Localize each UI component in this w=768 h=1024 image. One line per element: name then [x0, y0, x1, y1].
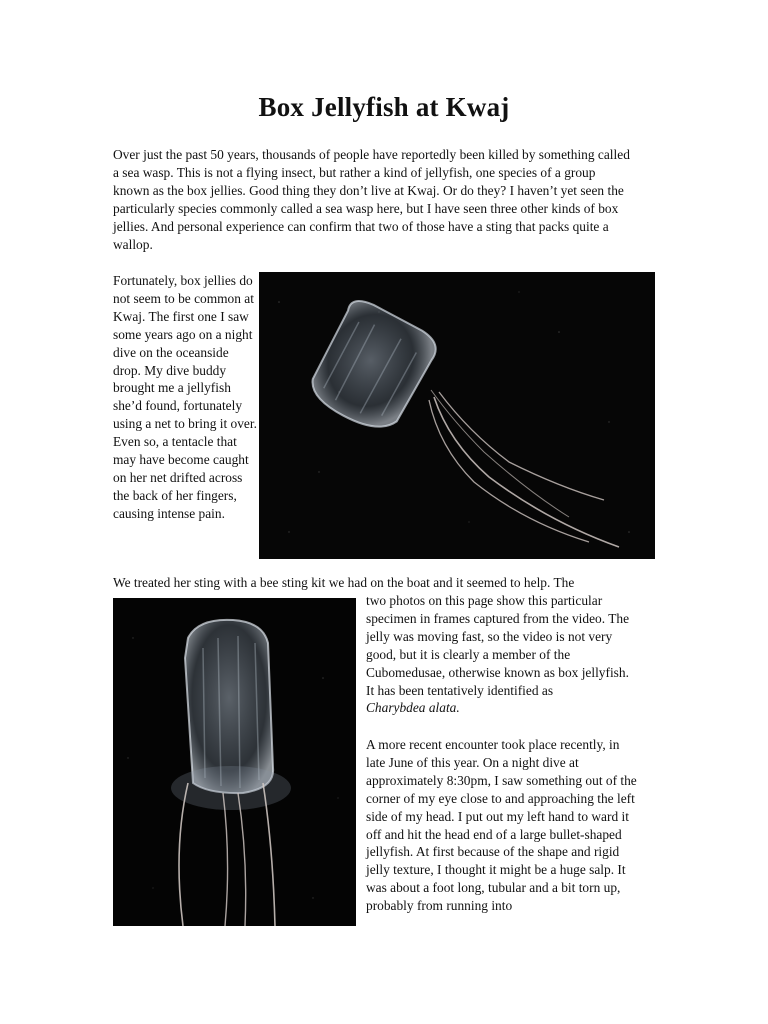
jellyfish-photo-top — [259, 272, 655, 559]
jellyfish-photo-bottom — [113, 598, 356, 926]
encounter-paragraph: A more recent encounter took place recently, in late June of this year. On a night dive at approximately 8:30pm, I saw something out of the corner of my eye close to and approaching the left side of my head. I put out my left hand to ward it off and hit the head end of a large bullet-shaped jellyfish. At first because of the shape and rigid jelly texture, I thought it might be a huge salp. It was about a foot long, tubular and a bit torn up, probably from running into — [366, 737, 637, 914]
species-name: Charybdea alata. — [366, 700, 460, 716]
full-width-line: We treated her sting with a bee sting kit we had on the boat and it seemed to help. The — [113, 575, 575, 590]
page-title: Box Jellyfish at Kwaj — [258, 92, 510, 122]
intro-paragraph: Over just the past 50 years, thousands of people have reportedly been killed by something called a sea wasp. This is not a flying insect, but rather a kind of jellyfish, one species of a group known as the box jellies. Good thing they don’t live at Kwaj. Or do they? I haven’t yet seen the particularly species commonly called a sea wasp here, but I have seen three other kinds of box jellies. And personal experience can confirm that two of those have a sting that packs quite a wallop. — [113, 147, 630, 252]
left-column-paragraph: Fortunately, box jellies do not seem to be common at Kwaj. The first one I saw some years ago on a night dive on the oceanside drop. My dive buddy brought me a jellyfish she’d found, fortunately using a net to bring it over. Even so, a tentacle that may have become caught on her net drifted across the back of her fingers, causing intense pain. — [113, 273, 257, 521]
right-column-text: two photos on this page show this particular specimen in frames captured from the video. The jelly was moving fast, so the video is not very good, but it is clearly a member of the Cubomedusae, otherwise known as box jellyfish. It has been tentatively identified as — [366, 593, 630, 698]
right-column-paragraph — [366, 592, 640, 717]
